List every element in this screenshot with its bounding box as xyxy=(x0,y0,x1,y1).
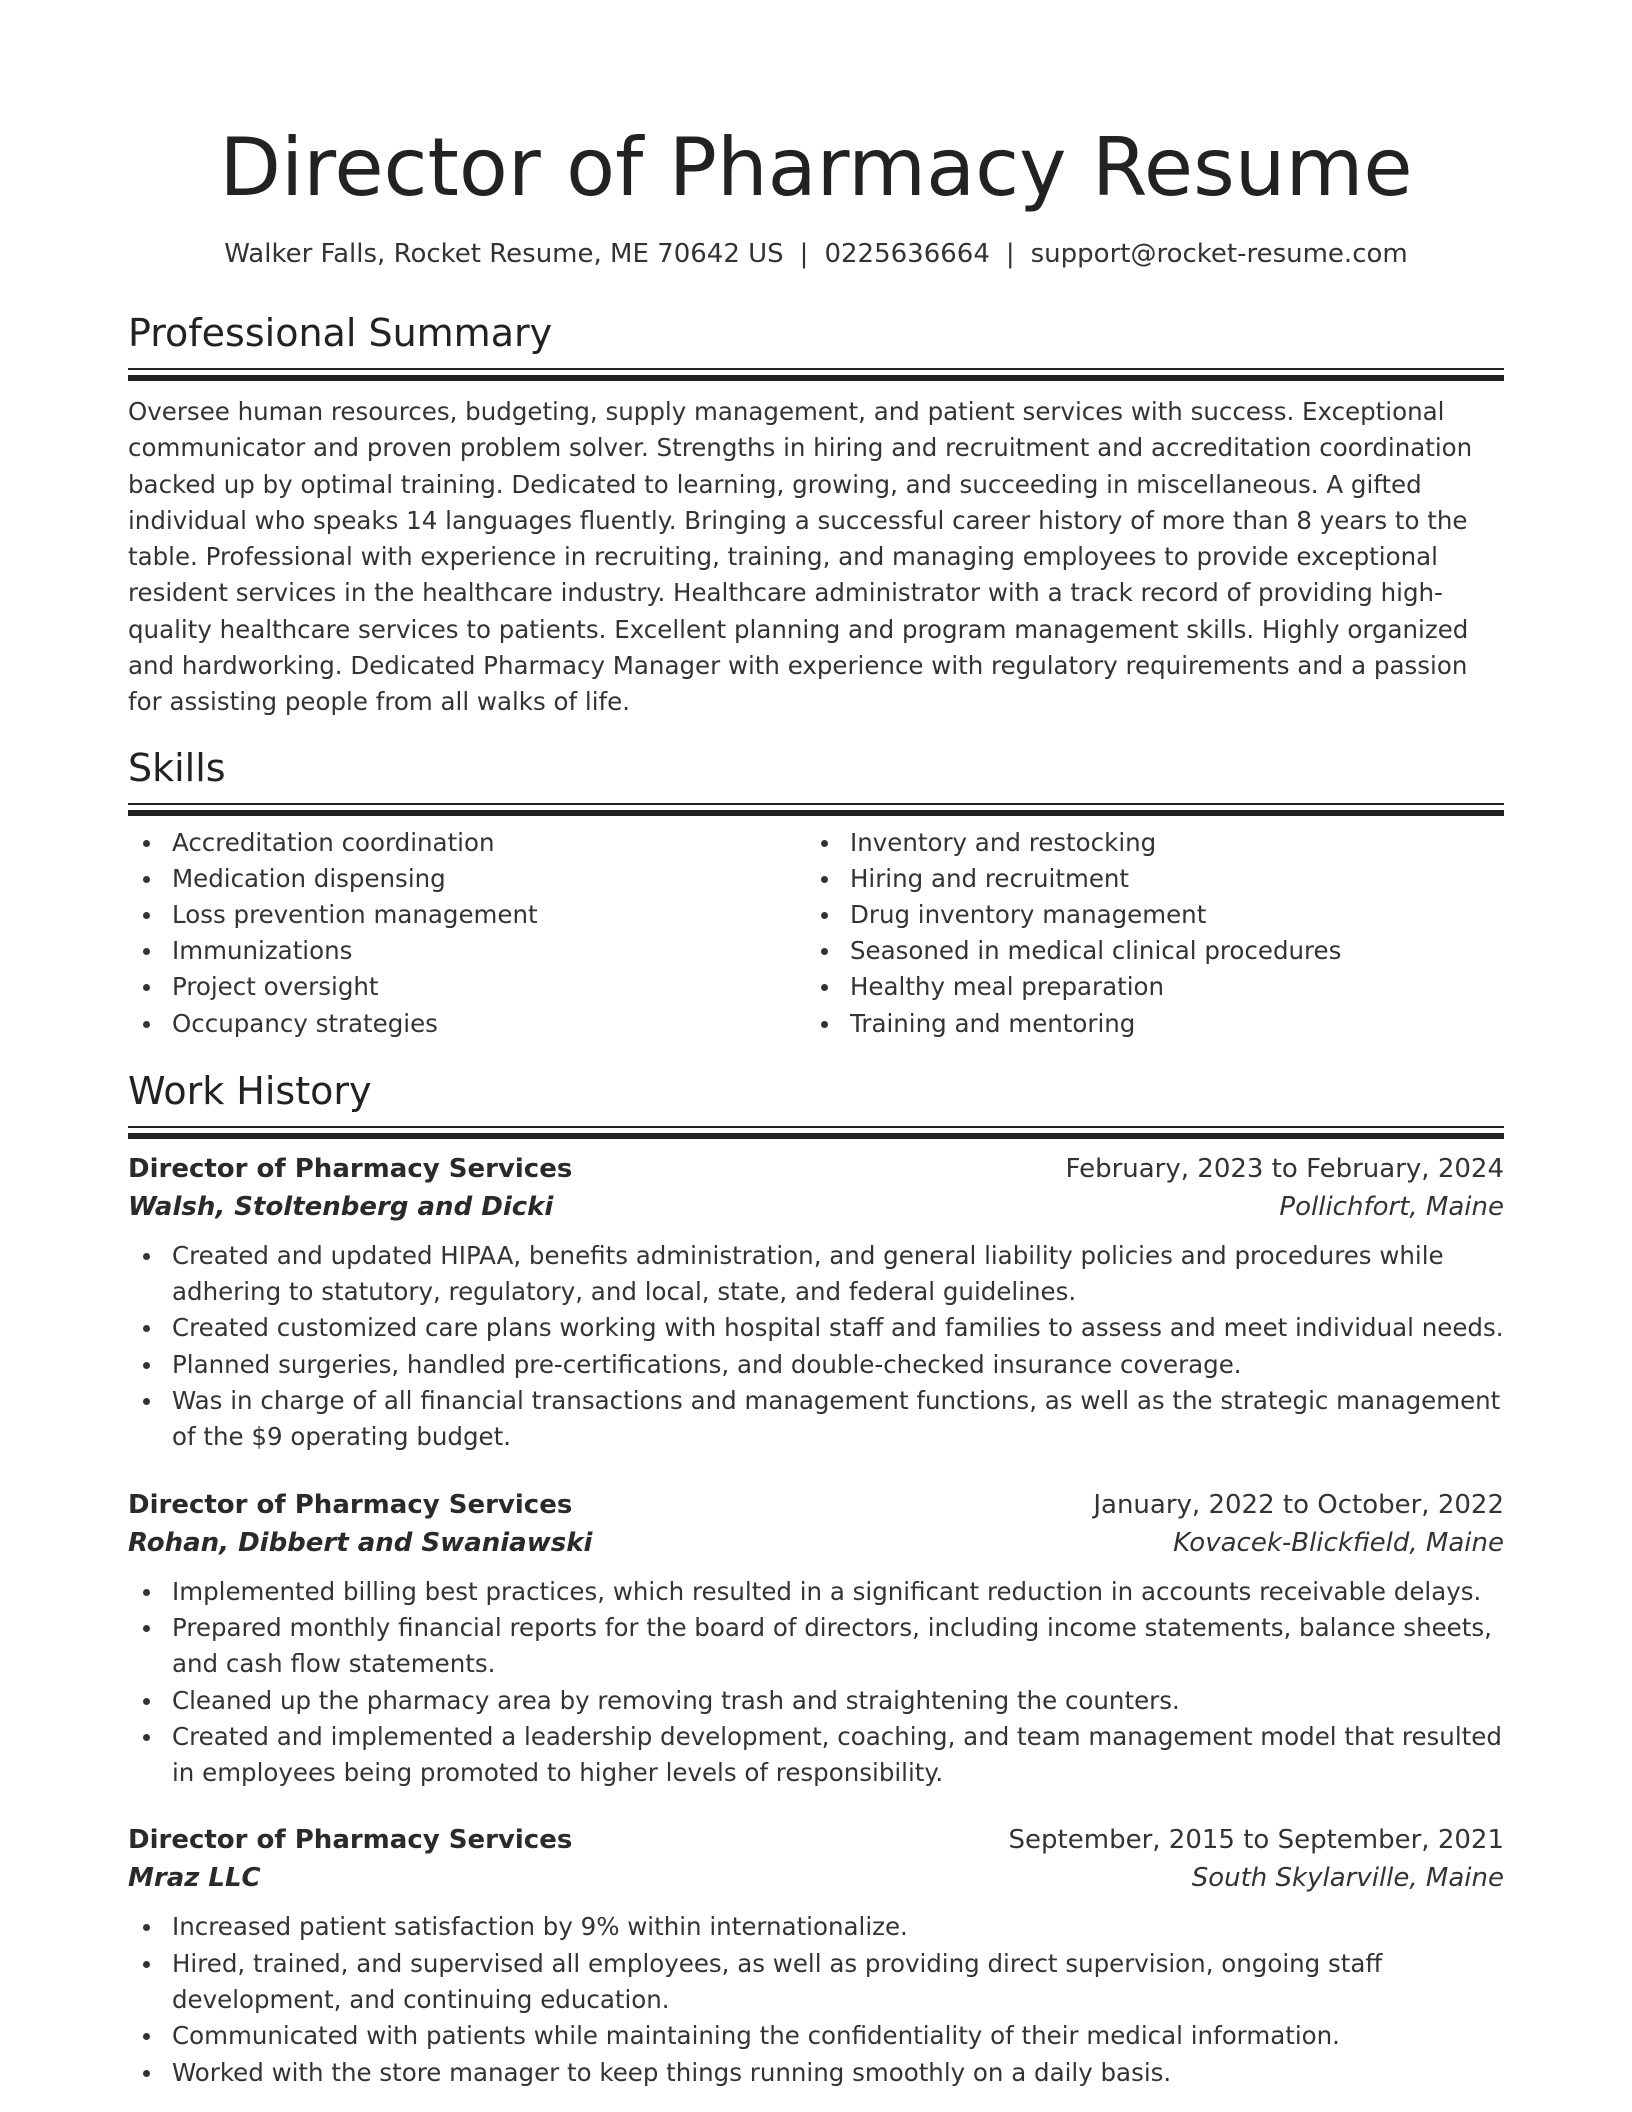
job-dates: January, 2022 to October, 2022 xyxy=(1093,1489,1504,1520)
job-bullet: Increased patient satisfaction by 9% within internationalize. xyxy=(128,1909,1504,1945)
job-header xyxy=(128,1821,1504,1859)
job-bullets xyxy=(128,1574,1504,1792)
summary-text: Oversee human resources, budgeting, supply management, and patient services with success. Exceptional communicator and proven problem solver. Strengths in hiring and recruitment and accreditation coordination backed up by optimal training. Dedicated to learning, growing, and succeeding in miscellaneous. A gifted individual who speaks 14 languages fluently. Bringing a successful career history of more than 8 years to the table. Professional with experience in recruiting, training, and managing employees to provide exceptional resident services in the healthcare industry. Healthcare administrator with a track record of providing high-quality healthcare services to patients. Excellent planning and program management skills. Highly organized and hardworking. Dedicated Pharmacy Manager with experience with regulatory requirements and a passion for assisting people from all walks of life. xyxy=(128,397,1473,717)
job-location: South Skylarville, Maine xyxy=(1191,1863,1504,1894)
job-bullet: Created and implemented a leadership development, coaching, and team management model that resulted in employees being promoted to higher levels of responsibility. xyxy=(128,1719,1504,1792)
job-company: Mraz LLC xyxy=(128,1863,261,1894)
contact-address: Walker Falls, Rocket Resume, ME 70642 US xyxy=(224,239,784,269)
job-bullet: Created customized care plans working with hospital staff and families to assess and meet individual needs. xyxy=(128,1310,1504,1346)
skills-section xyxy=(128,745,1504,1042)
contact-separator: | xyxy=(799,239,809,269)
job-subheader xyxy=(128,1859,1504,1897)
skill-item: Healthy meal preparation xyxy=(806,969,1484,1005)
skill-item: Training and mentoring xyxy=(806,1006,1484,1042)
job-company: Rohan, Dibbert and Swaniawski xyxy=(128,1527,593,1558)
skill-item: Immunizations xyxy=(128,933,806,969)
job-bullet: Planned surgeries, handled pre-certifications, and double-checked insurance coverage. xyxy=(128,1347,1504,1383)
section-divider xyxy=(128,368,1504,380)
skill-item: Inventory and restocking xyxy=(806,825,1484,861)
job-bullets xyxy=(128,1909,1504,2090)
skills-list-left xyxy=(128,825,806,1042)
section-divider xyxy=(128,803,1504,815)
section-title-work-history: Work History xyxy=(128,1068,372,1113)
job-bullet: Was in charge of all financial transactions and management functions, as well as the strategic management of the $9 operating budget. xyxy=(128,1383,1504,1456)
resume-page xyxy=(128,0,1504,2091)
job-entry xyxy=(128,1821,1504,2090)
job-bullet: Worked with the store manager to keep things running smoothly on a daily basis. xyxy=(128,2055,1504,2091)
skill-item: Seasoned in medical clinical procedures xyxy=(806,933,1484,969)
job-title: Director of Pharmacy Services xyxy=(128,1489,573,1520)
skill-item: Occupancy strategies xyxy=(128,1006,806,1042)
skill-item: Hiring and recruitment xyxy=(806,861,1484,897)
skill-item: Accreditation coordination xyxy=(128,825,806,861)
skill-item: Medication dispensing xyxy=(128,861,806,897)
job-header xyxy=(128,1486,1504,1524)
contact-email[interactable]: support@rocket-resume.com xyxy=(1030,239,1408,269)
section-title-skills: Skills xyxy=(128,745,226,790)
job-bullet: Implemented billing best practices, which resulted in a significant reduction in accounts receivable delays. xyxy=(128,1574,1504,1610)
job-dates: February, 2023 to February, 2024 xyxy=(1065,1153,1504,1184)
resume-title: Director of Pharmacy Resume xyxy=(219,121,1413,214)
job-bullet: Cleaned up the pharmacy area by removing trash and straightening the counters. xyxy=(128,1683,1504,1719)
job-dates: September, 2015 to September, 2021 xyxy=(1008,1825,1504,1856)
summary-section xyxy=(128,310,1504,721)
job-bullet: Prepared monthly financial reports for the board of directors, including income statements, balance sheets, and cash flow statements. xyxy=(128,1610,1504,1683)
job-bullets xyxy=(128,1238,1504,1456)
job-bullet: Communicated with patients while maintaining the confidentiality of their medical information. xyxy=(128,2018,1504,2054)
job-location: Kovacek-Blickfield, Maine xyxy=(1173,1527,1504,1558)
section-divider xyxy=(128,1126,1504,1138)
contact-separator: | xyxy=(1005,239,1015,269)
job-header xyxy=(128,1150,1504,1188)
job-company: Walsh, Stoltenberg and Dicki xyxy=(128,1191,554,1222)
job-subheader xyxy=(128,1188,1504,1226)
section-title-summary: Professional Summary xyxy=(128,311,553,355)
contact-line xyxy=(128,238,1504,270)
job-bullet: Hired, trained, and supervised all employees, as well as providing direct supervision, ongoing staff development, and continuing education. xyxy=(128,1946,1504,2019)
contact-phone: 0225636664 xyxy=(824,239,990,269)
job-title: Director of Pharmacy Services xyxy=(128,1825,573,1856)
skill-item: Loss prevention management xyxy=(128,897,806,933)
job-subheader xyxy=(128,1524,1504,1562)
skills-columns xyxy=(128,825,1504,1042)
skills-list-right xyxy=(806,825,1484,1042)
work-history-section xyxy=(128,1068,1504,2091)
job-entry xyxy=(128,1150,1504,1456)
skill-item: Project oversight xyxy=(128,969,806,1005)
skill-item: Drug inventory management xyxy=(806,897,1484,933)
job-title: Director of Pharmacy Services xyxy=(128,1153,573,1184)
job-bullet: Created and updated HIPAA, benefits administration, and general liability policies and procedures while adhering to statutory, regulatory, and local, state, and federal guidelines. xyxy=(128,1238,1504,1311)
job-entry xyxy=(128,1486,1504,1792)
job-location: Pollichfort, Maine xyxy=(1279,1191,1504,1222)
